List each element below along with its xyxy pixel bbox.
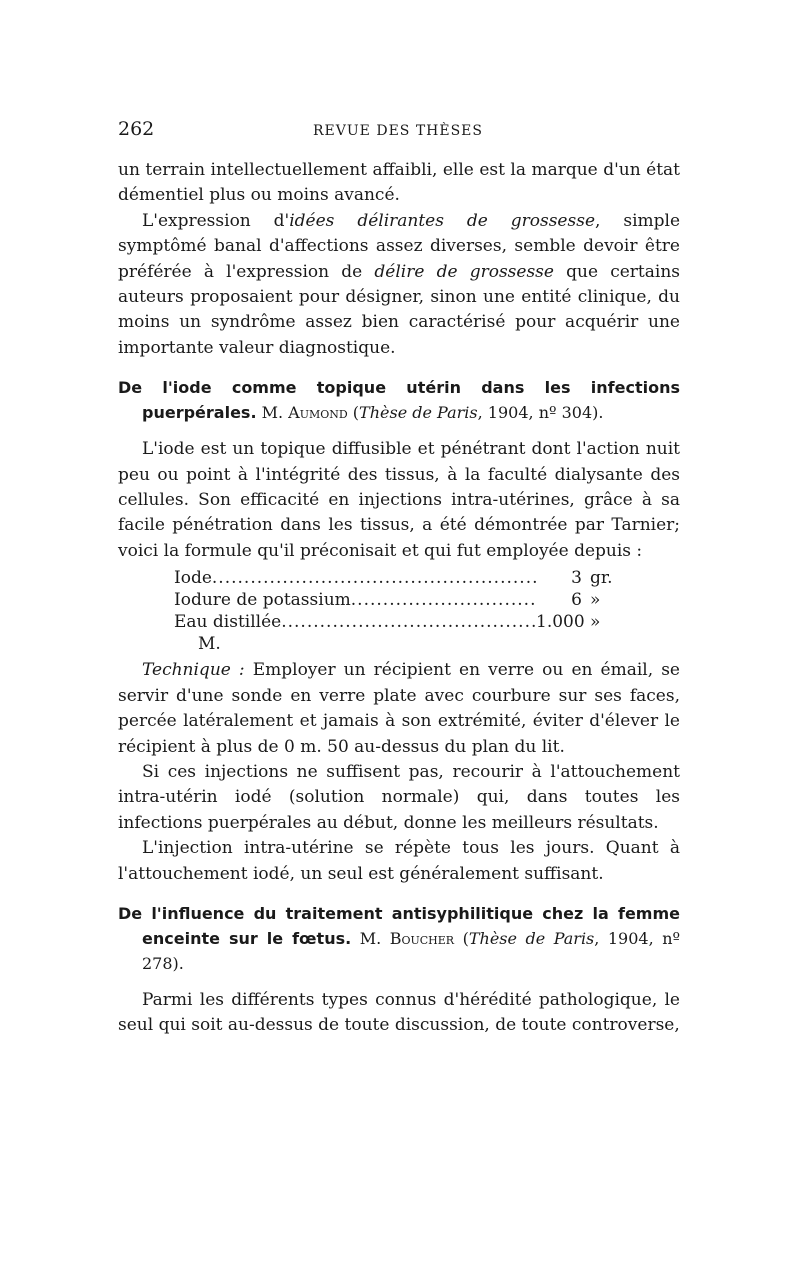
ingredient-name: Iodure de potassium [174,590,351,611]
text-span: que certains auteurs proposaient pour désigner, sinon une entité clinique, du moins un syndrôme assez bien caractérisé pour acquérir une importante valeur diagnostique. [118,261,681,358]
heading-title: De l'iode comme topique utérin dans les infections puerpérales. [118,378,680,423]
formula-table [174,567,628,655]
author-prefix: M. [351,928,390,948]
leader-dots [351,589,536,611]
paragraph-expression [118,209,680,361]
author-prefix: M. [256,403,289,423]
page-header [118,118,678,148]
paragraph-iode: L'iode est un topique diffusible et pénétrant dont l'action nuit peu ou point à l'intégrité des tissus, à la faculté dialysante des cellules. Son efficacité en injections intra-utérines, grâce à sa facile pénétration dans les tissus, a été démontrée par Tarnier; voici la formule qu'il préconisait et qui fut employée depuis : [118,439,680,561]
paragraph-injection: L'injection intra-utérine se répète tous les jours. Quant à l'attouchement iodé, un seul est généralement suffisant. [118,838,680,884]
text-span: , simple symptômé banal d'affections assez diverses, semble devoir être préférée à l'expression de [118,210,680,282]
ingredient-quantity: 6 [571,590,582,611]
section-heading-antisyphilitique [118,901,680,976]
paragraph-technique [118,658,680,760]
paragraph-continuation: un terrain intellectuellement affaibli, elle est la marque d'un état démentiel plus ou moins avancé. [118,160,680,206]
ingredient-quantity: 3 [571,568,582,589]
formula-misce: M. [198,634,221,655]
technique-label: Technique : [142,660,245,681]
source-title: Thèse de Paris [468,928,595,948]
ingredient-unit: gr. [590,568,613,589]
ingredient-unit: » [590,590,601,611]
formula-row [174,567,628,589]
leader-dots [212,567,536,589]
italic-term: idées délirantes de grossesse [289,210,596,231]
source-title: Thèse de Paris [359,403,478,423]
ingredient-unit: » [590,612,601,633]
source-details: , 1904, nº 278). [142,928,681,973]
paragraph-heredite: Parmi les différents types connus d'hérédité pathologique, le seul qui soit au-dessus de toute discussion, de toute controverse, [118,989,680,1036]
section-heading-iode [118,375,680,425]
text-span: ( [454,928,469,948]
source-details: , 1904, nº 304). [477,403,604,423]
ingredient-quantity: 1.000 [536,612,585,633]
formula-row [174,611,628,633]
formula-row [174,589,628,611]
page-body [118,158,680,1039]
ingredient-name: Iode [174,568,212,589]
italic-term: délire de grossesse [374,261,554,282]
text-span: ( [347,403,360,423]
leader-dots [281,611,536,633]
paragraph-attouchement: Si ces injections ne suffisent pas, recourir à l'attouchement intra-utérin iodé (solution normale) qui, dans toutes les infections puerpérales au début, donne les meilleurs résultats. [118,761,680,833]
text-span: L'expression d' [142,210,290,231]
author-name: Boucher [389,928,455,948]
heading-title: De l'influence du traitement antisyphilitique chez la femme enceinte sur le fœtus. [118,903,680,948]
author-name: Aumond [288,403,348,423]
running-title: REVUE DES THÈSES [313,123,483,139]
page-number: 262 [118,118,155,140]
ingredient-name: Eau distillée [174,612,282,633]
text-span: Employer un récipient en verre ou en émail, se servir d'une sonde en verre plate avec courbure sur ses faces, percée latéralement et jamais à son extrémité, éviter d'élever le récipient à plus de 0 m. 50 au-dessus du plan du lit. [118,660,680,757]
